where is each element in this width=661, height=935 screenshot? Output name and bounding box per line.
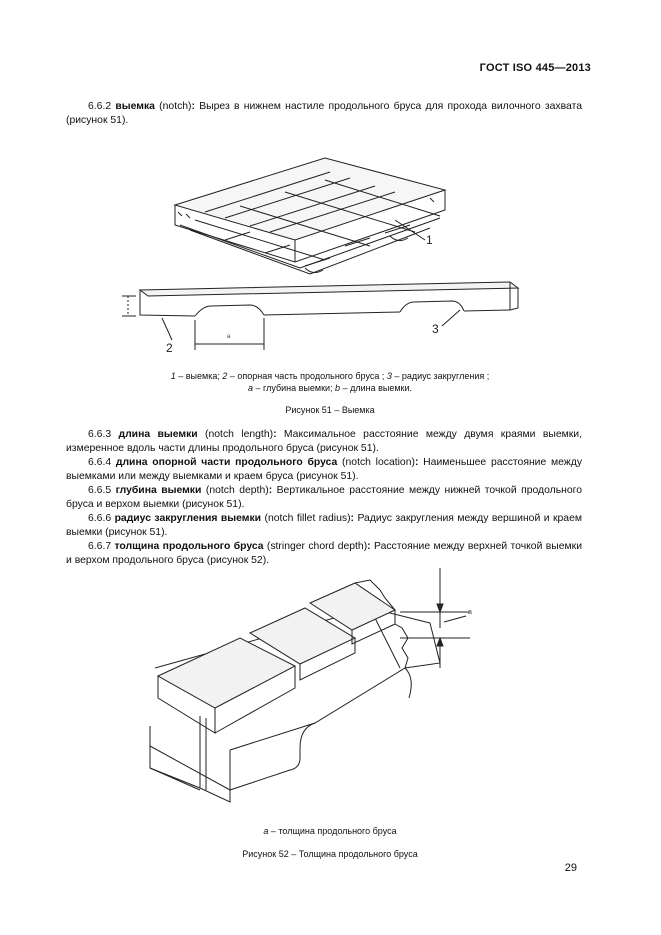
label-a: a <box>468 609 472 616</box>
term: выемка <box>115 101 155 112</box>
label-1: 1 <box>426 233 433 247</box>
figure-52-drawing <box>140 568 490 813</box>
clause-6-6-5: 6.6.5 глубина выемки (notch depth): Вертикальное расстояние между нижней точкой продольного бруса и верхом выемки (рисунок 51). <box>66 485 582 510</box>
clause-6-6-2: 6.6.2 выемка (notch): Вырез в нижнем настиле продольного бруса для прохода вилочного захвата (рисунок 51). <box>66 101 583 126</box>
clause-6-6-3: 6.6.3 длина выемки (notch length): Максимальное расстояние между двумя краями выемки, измеренное вдоль части длины продольного бруса (рисунок 51). <box>66 429 582 454</box>
page-number: 29 <box>564 862 577 874</box>
figure-51-drawing <box>100 150 530 360</box>
figure-52-legend: a – толщина продольного бруса <box>263 826 397 836</box>
figure-52-title: Рисунок 52 – Толщина продольного бруса <box>242 849 418 859</box>
clause-number: 6.6.2 <box>88 101 116 112</box>
definition: Вырез в нижнем настиле продольного бруса для прохода вилочного захвата (рисунок 51). <box>66 101 583 126</box>
clause-6-6-4: 6.6.4 длина опорной части продольного бруса (notch location): Наименьшее расстояние между выемками или между выемками и краем бруса (рисунок 51). <box>66 457 583 482</box>
label-2: 2 <box>166 341 173 355</box>
clauses-6-6-3-to-6-6-7 <box>66 428 582 568</box>
label-3: 3 <box>432 322 439 336</box>
clause-6-6-6: 6.6.6 радиус закругления выемки (notch fillet radius): Радиус закругления между вершиной и краем выемки (рисунок 51). <box>66 513 582 538</box>
figure-51-legend: 1 – выемка; 2 – опорная часть продольного бруса ; 3 – радиус закругления ; a – глубина выемки; b – длина выемки. <box>170 371 490 393</box>
clause-6-6-7: 6.6.7 толщина продольного бруса (stringer chord depth): Расстояние между верхней точкой выемки и верхом продольного бруса (рисунок 52). <box>66 541 582 566</box>
term-english: (notch) <box>154 101 192 112</box>
label-a: a <box>227 334 231 340</box>
figure-51-title: Рисунок 51 – Выемка <box>285 405 375 415</box>
document-header: ГОСТ ISO 445—2013 <box>479 62 591 74</box>
